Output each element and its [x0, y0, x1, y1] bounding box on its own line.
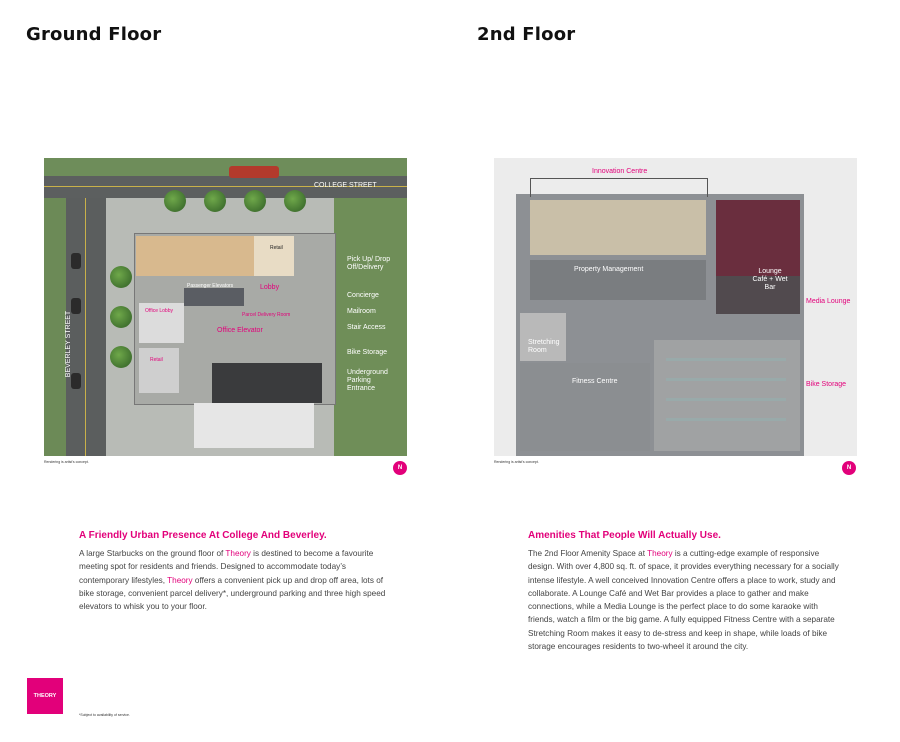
bike-rack	[666, 418, 786, 421]
label-retail-bottom: Retail	[150, 357, 163, 363]
label-stretching-room: Stretching Room	[528, 339, 560, 354]
label-lobby: Lobby	[260, 284, 280, 291]
bike-rack	[666, 398, 786, 401]
tree	[284, 190, 306, 212]
logo-text: THEORY	[33, 693, 57, 699]
label-bike-storage: Bike Storage	[347, 349, 388, 356]
label-beverley-street: BEVERLEY STREET	[65, 310, 73, 378]
tree	[110, 266, 132, 288]
label-property-management: Property Management	[574, 266, 644, 273]
lobby-area	[254, 236, 294, 276]
parking-ramp	[212, 363, 322, 403]
section-heading: A Friendly Urban Presence At College And Beverley.	[79, 530, 327, 541]
footnote: *Subject to availability of service.	[79, 713, 130, 717]
tree	[204, 190, 226, 212]
brand-highlight: Theory	[167, 575, 193, 585]
label-underground-parking: Underground Parking Entrance	[347, 369, 388, 392]
bike-rack	[666, 378, 786, 381]
page-title-2nd-floor: 2nd Floor	[477, 24, 576, 45]
label-lounge-cafe: Lounge Café + Wet Bar	[752, 268, 788, 291]
body-text: The 2nd Floor Amenity Space at	[528, 549, 648, 558]
label-college-street: COLLEGE STREET	[314, 182, 377, 189]
brand-highlight: Theory	[647, 549, 673, 558]
render-caption: Rendering is artist's concept.	[494, 460, 539, 464]
retail-space-bottom	[139, 348, 179, 393]
label-office-elevator: Office Elevator	[217, 327, 263, 334]
streetcar	[229, 166, 279, 178]
fitness-centre-room	[520, 363, 650, 451]
section-body	[79, 547, 393, 613]
body-text: is a cutting-edge example of responsive design. With over 4,800 sq. ft. of space, it provides everything necessary for a socially intense lifestyle. A well conceived Innovation Centre offers a place to work, study and collaborate. A Lounge Café and Wet Bar provides a place to gather and make connections, while a Media Lounge is the perfect place to do some karaoke with friends, watch a film or the big game. A fully equipped Fitness Centre with a separate Stretching Room makes it easy to de-stress and keep in shape, while loads of bike storage encourages residents to two-wheel it around the city.	[528, 549, 839, 652]
elevator-core	[184, 288, 244, 306]
label-media-lounge: Media Lounge	[806, 298, 851, 305]
tree	[164, 190, 186, 212]
lower-roof	[194, 403, 314, 448]
ground-floor-plan	[44, 158, 407, 456]
render-caption: Rendering is artist's concept.	[44, 460, 89, 464]
page-title-ground-floor: Ground Floor	[26, 24, 162, 45]
section-body	[528, 547, 846, 653]
label-pickup: Pick Up/ Drop Off/Delivery	[347, 256, 391, 271]
lawn-left	[44, 198, 66, 456]
label-concierge: Concierge	[347, 292, 379, 299]
body-text: is destined to become a favourite meeting spot for residents and friends. Designed to accommodate today’s contemporary lifestyles,	[79, 549, 374, 585]
label-mailroom: Mailroom	[347, 308, 376, 315]
bike-rack	[666, 358, 786, 361]
label-passenger-elevators: Passenger Elevators	[187, 283, 234, 289]
innovation-centre-room	[530, 200, 706, 255]
label-fitness-centre: Fitness Centre	[572, 378, 618, 385]
tree	[110, 346, 132, 368]
body-text: offers a convenient pick up and drop off area, lots of bike storage, convenient parcel delivery*, underground parking and three high speed elevators to whisk you to your floor.	[79, 575, 386, 612]
car	[71, 253, 81, 269]
bike-storage-room	[654, 340, 800, 451]
beverley-street-line	[85, 198, 86, 456]
tree	[244, 190, 266, 212]
tree	[110, 306, 132, 328]
compass-icon: N	[842, 461, 856, 475]
compass-icon: N	[393, 461, 407, 475]
label-retail-top: Retail	[270, 245, 283, 251]
label-office-lobby: Office Lobby	[145, 308, 173, 314]
label-innovation-centre: Innovation Centre	[592, 168, 648, 175]
innovation-bracket	[530, 178, 708, 197]
second-floor-plan	[494, 158, 857, 456]
label-parcel-delivery-room: Parcel Delivery Room	[242, 312, 291, 318]
theory-logo	[27, 678, 63, 714]
label-bike-storage: Bike Storage	[806, 381, 847, 388]
label-stair-access: Stair Access	[347, 324, 386, 331]
brand-highlight: Theory	[225, 549, 251, 558]
body-text: A large Starbucks on the ground floor of	[79, 549, 226, 558]
section-heading: Amenities That People Will Actually Use.	[528, 530, 721, 541]
